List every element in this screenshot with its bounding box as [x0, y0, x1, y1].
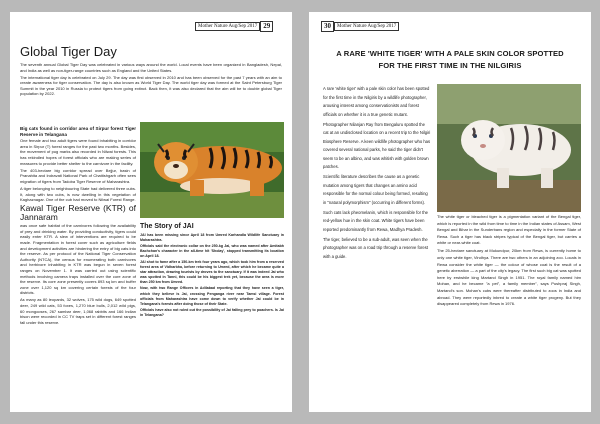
body-paragraph: Scientific literature describes the cause as a genetic mutation among tigers that changes an amino acid responsible for the normal colour being formed, resulting in "natural polymorphism" (occurring in different forms).	[323, 174, 428, 205]
article-title: A RARE 'WHITE TIGER' WITH A PALE SKIN COLOR SPOTTED FOR THE FIRST TIME IN THE NILGIRIS	[336, 49, 564, 70]
body-paragraph: One female and two adult tigers were found inhabiting in corridor area in Sirpur (T) forest ranges for the past two months. Besides, the movement of pug marks also recorded in Nilwai forests. This has rekindled hopes of forest officials who are making series of measures to provide better shelter to the carnivore in the facility.	[20, 138, 136, 166]
body-paragraph: Photographer Nilanjan Ray from Bengaluru spotted the cat at an undisclosed location on a recent trip to the Nilgiri Biosphere Reserve. A keen wildlife photographer who has covered several national parks, he said the tiger didn't seem to be an albino, and was whitish with golden brown patches.	[323, 121, 431, 169]
section-subheading: Big cats found in corridor area of Sirpur forest Tiger Reserve in Telangana	[20, 126, 136, 137]
intro-paragraph: The seventh annual Global Tiger Day was celebrated in various ways around the world. Local events have been organized in Bangladesh, Nepal, and India as well as non-tiger-range countries such as England and the United States.	[20, 62, 282, 73]
magazine-name: Mother Nature Aug/Sep 2017	[195, 22, 260, 31]
story-paragraph: Now, with two Range Officers in Adilabad reporting that they have seen a tiger, which they believe is Jai, crossing Penganga river near Tamsi village. Forest officials from Maharashtra have come down to verify whether Jai could be in Telangana's forests after doing those of their State.	[140, 286, 284, 306]
right-page-header	[321, 22, 399, 32]
body-paragraph: The 403-hectare big corridor spread over Bejjur, basin of Pranahita and Indravati National Park of Chattishgarh often sees migration of tigers from Tadoba Tiger Reserve of Maharashtra.	[20, 167, 136, 184]
tiger-illustration	[140, 122, 284, 218]
left-page-header	[195, 22, 273, 32]
body-paragraph: A tiger belonging to neighbouring State had delivered three cubs. It, along with two cubs, is now dwelling in this vegetation of Kaghaznagar. One of the cub had moved to Nilwai Forest Range.	[20, 185, 136, 203]
intro-text	[20, 62, 282, 122]
story-paragraph: JAI has been missing since April 18 from Umred Karhandla Wildlife Sanctuary in Maharashtra.	[140, 233, 284, 243]
right-left-column	[323, 85, 431, 405]
story-paragraph: JAI shot to fame after a 150-km trek four years ago, which took him from a reserved forest area of Vidharbha, before returning to Umred, after which he became quite a star attraction, drawing tourists by droves to the sanctuary. If it was indeed Jai who was spotted in Tanni, this could be his biggest trek yet, because the area is more than 250 km from Umred.	[140, 260, 284, 285]
left-page	[10, 12, 292, 412]
page-number: 29	[260, 21, 273, 32]
story-paragraph: Officials said the electronic collar on the 250-kg Jai, who was named after Amitabh Bachchan's character in the all-time hit 'Sholay', stopped transmitting its location on April 18.	[140, 244, 284, 259]
white-tiger-illustration	[437, 84, 581, 212]
tiger-photo	[140, 122, 284, 218]
right-page	[309, 12, 591, 412]
body-paragraph: The 25-hectare sanctuary at Mukundpur, 20km from Rewa, is currently home to only one white tiger, Vindhya. There are two others in an adjoining zoo. Locals in Rewa consider the white tiger — the colour of whose coat is the result of a genetic aberration — a part of the city's legacy. The first such big cat was spotted here by erstwhile king Martand Singh in 1951. The royal family named him Mohan, and he became "a pet", a family member", says Pushpraj Singh, Martand's son. Mohan's cubs were thereafter distributed to zoos in India and abroad. They were reportedly inbred to create a white tiger progeny. But they disappeared completely from Rewa in 1976.	[437, 248, 581, 307]
body-paragraph: was once safe habitat of the carnivores following the availability of prey and drinking water. By providing conductivity, tigers could easily enter KTR. A slew of interventions are required to be made. Fragmentation in forest cover such as agriculture fields and development activities are hindering the entry of big cats into the reserve. As per protocol of the National Tiger Conservation Authority (NTCA), the census for enumerating both carnivores and herbivore inhabiting in KTR was begun in seven forest ranges on November 1. It was carried out using scientific methods involving camera traps installed over the core zone of the reserve. Its core zone presently covers 893 sq km and buffer zone over 1,120 sq km covering certain forests of the four districts.	[20, 223, 136, 296]
body-paragraph: The white tiger or bleached tiger is a pigmentation variant of the Bengal tiger, which is reported in the wild from time to time in the Indian states of Assam, West Bengal and Bihar in the Sunderbans region and especially in the former State of Rewa. Such a tiger has black stripes typical of the Bengal tiger, but carries a white or near-white coat.	[437, 214, 581, 246]
story-box	[140, 222, 284, 407]
story-paragraph: Officials have also not ruled out the possibility of Jai falling prey to poachers. Is Jai in Telangana?	[140, 307, 284, 317]
magazine-name: Mother Nature Aug/Sep 2017	[334, 22, 399, 31]
body-paragraph: Such cats lack pheomelanin, which is responsible for the red-yellow hue in the skin coat. White tigers have been reported predominantly from Rewa, Madhya Pradesh.	[323, 209, 428, 232]
body-paragraph: A rare 'white tiger' with a pale skin color has been spotted for the first time in the Nilgiris by a wildlife photographer, arousing interest among conservationists and forest officials on whether it is a true genetic mutant.	[323, 86, 430, 117]
story-title: The Story of JAI	[140, 223, 194, 230]
body-paragraph: The tiger, believed to be a sub-adult, was seen when the photographer was on a road trip through a reserve forest with a guide.	[323, 236, 428, 259]
white-tiger-photo	[437, 84, 581, 212]
section-heading-kawal: Kawal Tiger Reserve (KTR) of Jannaram	[20, 203, 136, 223]
left-column	[20, 124, 136, 404]
intro-paragraph: The international tiger day is celebrated on July 29. The day was first observed in 2010 and has been observed for the past 7 years with an aim to create awareness for tiger conservation. The day is also known as World Tiger Day. The world tiger day was formed at the Saint Petersburg Tiger Summit in the year 2010 in Russia to protect tigers from going extinct. Back then, it was also declared that the aim will be to double global Tiger population by 2022.	[20, 74, 282, 97]
body-paragraph: As many as 80 leopards, 32 wolves, 175 wild dogs, 649 spotted deer, 249 wild cats, 53 foxes, 1,270 blue bulls, 2,012 wild pigs, 60 mongooses, 267 sambar deer, 1,068 rabbits and 166 Indian bison were recorded in CC TV traps set in different forest ranges fall under this reserve.	[20, 297, 136, 325]
article-title: Global Tiger Day	[20, 44, 117, 59]
page-number: 30	[321, 21, 334, 32]
right-right-column	[437, 214, 581, 406]
